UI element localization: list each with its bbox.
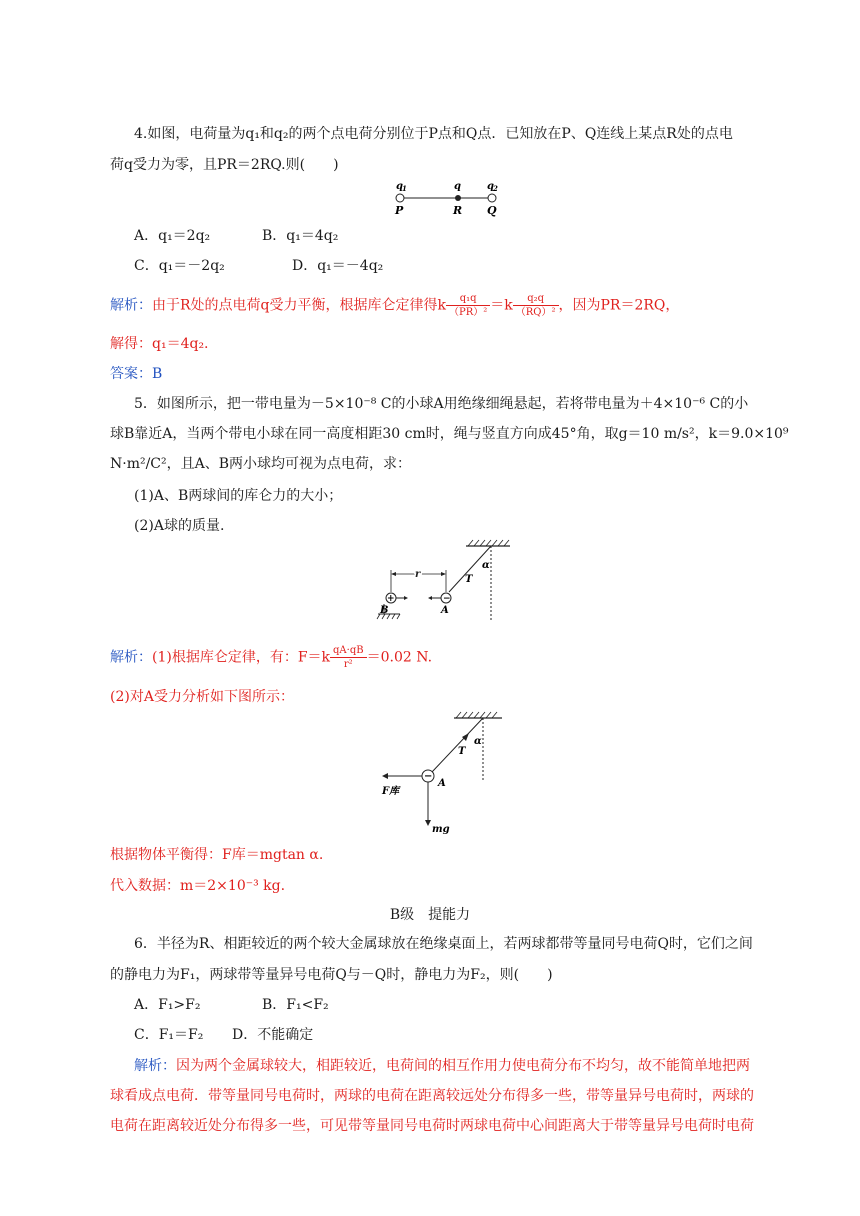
fig-label-q2-sub: 2 [493, 184, 498, 193]
q5-equation-1: 根据物体平衡得：F库＝mgtan α. [110, 847, 324, 863]
q4-answer: 答案：B [110, 366, 163, 382]
fig2-label-mg: mg [432, 824, 450, 835]
fig-label-q-point: Q [487, 204, 497, 217]
q5-stem-line3: N·m²/C²，且A、B两小球均可视为点电荷，求： [110, 456, 412, 472]
fig1-label-t: T [465, 574, 473, 585]
q6-analysis-line1 [134, 1056, 750, 1076]
fig1-label-r: r [415, 569, 421, 580]
coulomb-fraction [330, 644, 367, 671]
fraction-1-num: q₁q [446, 292, 490, 306]
fraction-1-den: （PR）² [449, 307, 488, 318]
q5-sub-question-1: (1)A、B两球间的库仑力的大小； [134, 488, 343, 504]
analysis-text: 由于R处的点电荷q受力平衡，根据库仑定律得k [152, 297, 446, 314]
fraction-2-num: q₂q [513, 292, 559, 306]
fig2-label-alpha: α [474, 736, 482, 747]
analysis-line1-text: 因为两个金属球较大，相距较近，电荷间的相互作用力使电荷分布不均匀，故不能简单地把两 [176, 1058, 750, 1074]
fig1-plus-sign: + [387, 594, 395, 604]
fig2-label-t: T [458, 746, 466, 757]
q6-option-c: C．F₁＝F₂ [134, 1027, 204, 1043]
section-heading: B级 提能力 [389, 907, 471, 923]
q5-equation-2: 代入数据：m＝2×10⁻³ kg. [110, 878, 286, 894]
fraction-2-den: （RQ）² [515, 307, 556, 318]
ceiling-hatch [468, 540, 509, 546]
analysis-tail: ，因为PR＝2RQ， [558, 297, 680, 314]
analysis-1-text: (1)根据库仑定律，有：F＝k [152, 649, 331, 666]
q5-analysis-1 [110, 644, 432, 671]
fig2-label-f: F库 [382, 786, 400, 797]
q5-stem-line2: 球B靠近A，当两个带电小球在同一高度相距30 cm时，绳与竖直方向成45°角，取g＝10 m/s²，k＝9.0×10⁹ [110, 426, 789, 442]
fraction-2 [513, 292, 559, 319]
coulomb-fraction-den: r² [343, 659, 353, 670]
ceiling-hatch [456, 712, 497, 718]
q4-option-c: C．q₁＝－2q₂ [134, 258, 225, 274]
q5-stem-line1: 5．如图所示，把一带电量为－5×10⁻⁸ C的小球A用绝缘细绳悬起，若将带电量为＋4×10⁻⁶ C的小 [134, 396, 749, 412]
q6-option-b: B．F₁<F₂ [262, 997, 329, 1013]
fig-label-q: q [454, 181, 461, 192]
analysis-1-tail: ＝0.02 N. [366, 649, 433, 666]
q5-figure-2 [372, 712, 512, 836]
q6-analysis-line2: 球看成点电荷．带等量同号电荷时，两球的电荷在距离较远处分布得多一些，带等量异号电荷时，两球的 [110, 1088, 754, 1104]
fig-label-q2: q [487, 181, 494, 192]
coulomb-fraction-num: qA·qB [330, 644, 367, 658]
q5-analysis-2: (2)对A受力分析如下图所示： [110, 689, 294, 705]
point-r-dot [455, 195, 461, 201]
fig-label-p: P [395, 204, 404, 217]
q4-stem-line2: 荷q受力为零，且PR＝2RQ.则( ) [110, 157, 339, 173]
q4-option-b: B．q₁＝4q₂ [262, 228, 339, 244]
fig2-minus-sign: − [424, 771, 433, 782]
analysis-label: 解析： [110, 649, 152, 666]
q4-analysis [110, 292, 679, 319]
point-p-circle [396, 194, 404, 202]
fig1-label-b: B [380, 605, 389, 616]
analysis-label: 解析： [110, 297, 152, 314]
q6-stem-line2: 的静电力为F₁，两球带等量异号电荷Q与－Q时，静电力为F₂，则( ) [110, 967, 553, 983]
fraction-1 [446, 292, 490, 319]
fig2-label-a: A [438, 778, 446, 789]
q4-figure [380, 178, 510, 218]
fig1-label-a: A [441, 605, 449, 616]
q4-option-a: A．q₁＝2q₂ [134, 228, 211, 244]
q5-sub-question-2: (2)A球的质量. [134, 518, 225, 534]
q4-solve: 解得：q₁＝4q₂. [110, 336, 209, 352]
q6-option-a: A．F₁>F₂ [134, 997, 201, 1013]
point-q-circle [488, 194, 496, 202]
equals-k: ＝k [490, 297, 513, 314]
q5-figure-1 [370, 540, 520, 640]
fig1-label-alpha: α [482, 560, 490, 571]
fig-label-q1-sub: 1 [402, 184, 407, 193]
q6-analysis-line3: 电荷在距离较近处分布得多一些，可见带等量同号电荷时两球电荷中心间距离大于带等量异号电荷时电荷 [110, 1118, 754, 1134]
q6-stem-line1: 6．半径为R、相距较近的两个较大金属球放在绝缘桌面上，若两球都带等量同号电荷Q时，它们之间 [134, 936, 753, 952]
analysis-label: 解析： [134, 1058, 176, 1074]
fig-label-q1: q [396, 181, 403, 192]
q4-stem-line1: 4.如图，电荷量为q₁和q₂的两个点电荷分别位于P点和Q点．已知放在P、Q连线上某点R处的点电 [134, 126, 733, 142]
fig-label-r: R [453, 204, 463, 217]
q6-option-d: D．不能确定 [232, 1027, 314, 1043]
fig1-minus-sign: − [443, 594, 451, 604]
q4-option-d: D．q₁＝－4q₂ [292, 258, 384, 274]
